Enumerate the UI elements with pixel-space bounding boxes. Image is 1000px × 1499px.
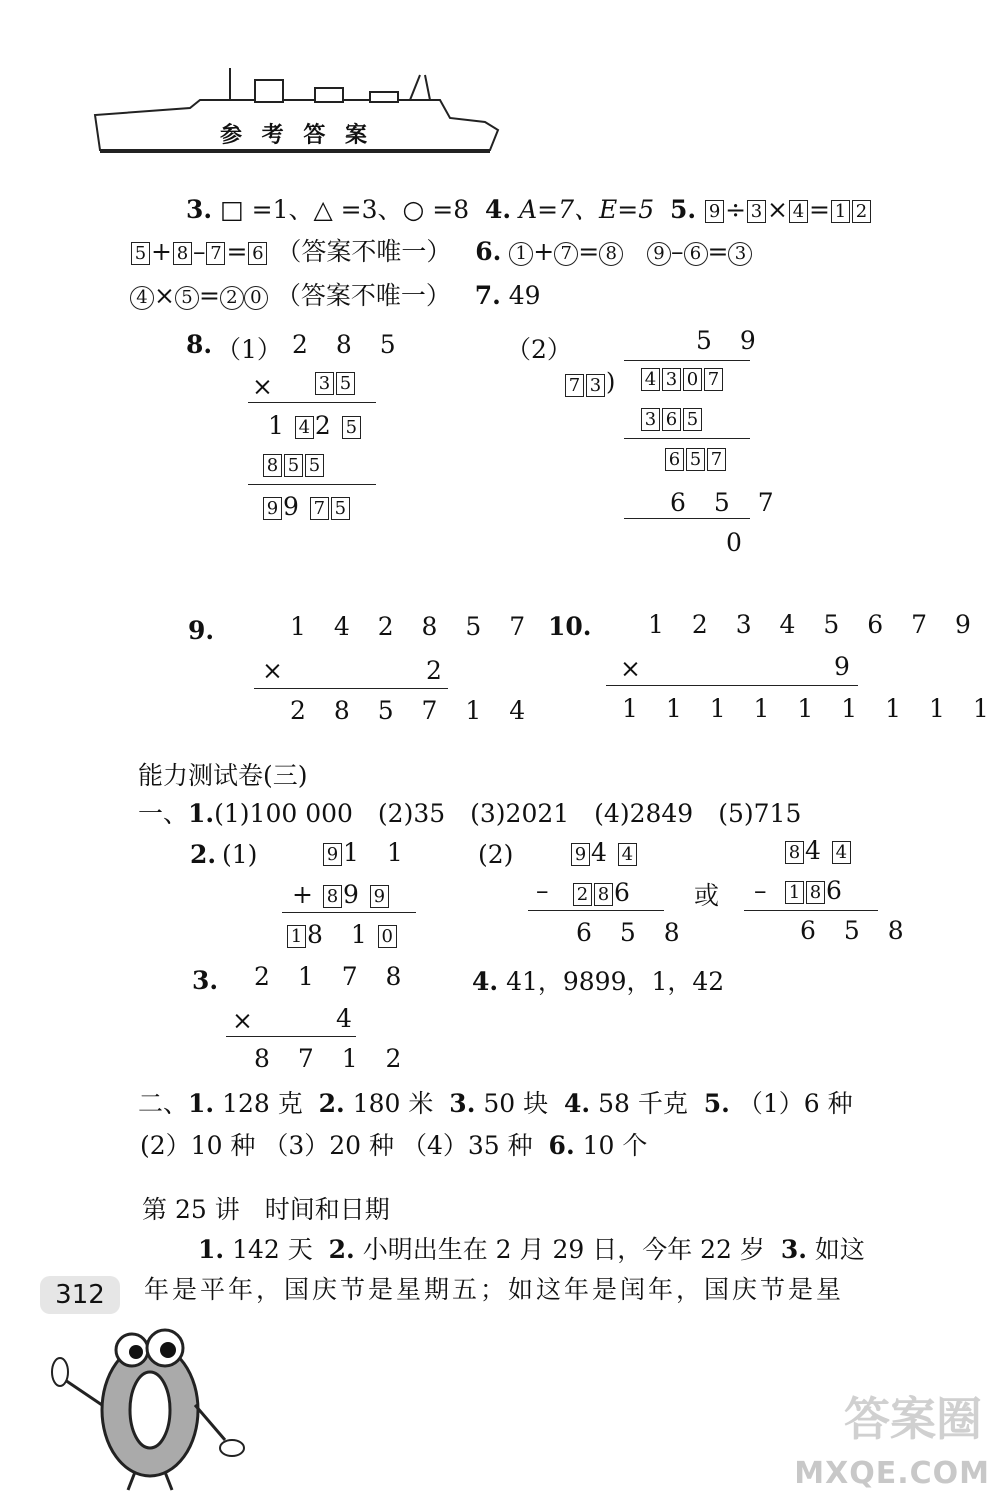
s3-q3-times: × <box>232 1006 253 1035</box>
s3-q4: 4. 41，9899，1，42 <box>472 967 725 996</box>
q6-line2 <box>130 276 541 312</box>
s3-q2-label: 2. <box>190 840 217 869</box>
q4-label: 4. <box>485 195 512 224</box>
q5-label: 5. <box>670 195 697 224</box>
q9-rule <box>254 688 448 689</box>
s3-q3-result: 8 7 1 2 <box>254 1044 412 1073</box>
s3-q3-mult: 4 <box>336 1004 352 1033</box>
s3-q2-add-sum: 1 8 1 0 <box>286 920 398 949</box>
q10-result: 1 1 1 1 1 1 1 1 1 <box>622 694 999 723</box>
lecture-line1: 1. 142 天 2. 小明出生在 2 月 29 日，今年 22 岁 3. 如这 <box>198 1235 865 1264</box>
q8-row-657-boxed: 6 5 7 <box>664 448 727 471</box>
s3-q2-alt-minus: – <box>754 876 767 905</box>
q6-equation: 1 + 7 = 8 9 – 6 = 3 <box>509 237 752 266</box>
s3-q3-top: 2 1 7 8 <box>254 962 412 991</box>
q7-value: 49 <box>508 281 541 310</box>
q9-top: 1 4 2 8 5 7 <box>290 612 536 641</box>
q5-line2 <box>130 232 752 268</box>
s3-q2-or: 或 <box>694 881 720 910</box>
s3-q2-alt-diff: 6 5 8 <box>800 916 914 945</box>
q8-rule-2 <box>248 484 376 485</box>
watermark-logo: 答案圈 <box>844 1392 982 1446</box>
q9-multiplier: 2 <box>426 656 442 685</box>
s3-q2-minus: – <box>536 876 549 905</box>
q8-partial-2: 8 5 5 <box>262 454 325 477</box>
q8-rule-3 <box>624 438 750 439</box>
q8-rule-4 <box>624 518 750 519</box>
page-number: 312 <box>40 1276 120 1314</box>
banner-title: 参 考 答 案 <box>220 122 373 148</box>
q10-top: 1 2 3 4 5 6 7 9 <box>648 610 981 639</box>
q8-product: 9 9 7 5 <box>262 492 351 521</box>
q7-label: 7. <box>474 281 501 310</box>
s3-q2-part2-label: (2) <box>478 840 514 869</box>
s3-q2-sub-bottom: 2 8 6 <box>572 878 640 907</box>
watermark-url: MXQE.COM <box>794 1456 990 1491</box>
q8-quotient: 5 9 <box>696 326 766 355</box>
q8-rule-1 <box>248 402 376 403</box>
lecture-title: 第 25 讲 时间和日期 <box>142 1195 390 1224</box>
section-title: 能力测试卷(三) <box>138 761 308 790</box>
q8-mult-top: 2 8 5 <box>292 330 406 359</box>
q3-line <box>186 190 872 226</box>
s3-q2-alt-top: 8 4 4 <box>784 836 852 865</box>
q8-divisor: 7 3 ) <box>564 368 615 397</box>
q9-result: 2 8 5 7 1 4 <box>290 696 536 725</box>
q8-part2-label: （2） <box>506 335 572 364</box>
s3-q2-add-top: 9 1 1 <box>322 838 413 867</box>
s3-q2-alt-bottom: 1 8 6 <box>784 876 852 905</box>
q8-mult-multiplier: 3 5 <box>314 372 356 395</box>
zero-mascot-illustration <box>40 1320 270 1495</box>
s3-q3-label: 3. <box>192 966 219 995</box>
q3-text: □ =1、△ =3、○ =8 <box>220 195 470 224</box>
q8-times: × <box>252 372 273 401</box>
lecture-line2: 年是平年，国庆节是星期五；如这年是闰年，国庆节是星 <box>144 1275 845 1304</box>
s3-q2-sub-diff: 6 5 8 <box>576 918 690 947</box>
q10-rule <box>606 685 858 686</box>
s3-q2-sub-top: 9 4 4 <box>570 838 638 867</box>
s3-part1-q1: 一、1.(1)100 000 (2)35 (3)2021 (4)2849 (5)715 <box>138 799 802 828</box>
q8-part1-label: （1） <box>216 335 282 364</box>
q8-row-657: 6 5 7 <box>670 488 784 517</box>
q10-label: 10. <box>548 612 592 641</box>
q6-label: 6. <box>475 237 502 266</box>
q10-multiplier: 9 <box>834 652 850 681</box>
q5-note: （答案不唯一） <box>276 237 452 266</box>
s3-q2-rule-2 <box>528 910 664 911</box>
q6-equation-2: 4 × 5 = 2 0 <box>130 281 276 310</box>
s3-part2-line2: (2）10 种 （3）20 种 （4）35 种 6. 10 个 <box>140 1131 648 1160</box>
q8-sub-1: 3 6 5 <box>640 408 703 431</box>
q8-dividend: 4 3 0 7 <box>640 368 724 391</box>
q8-division-bar <box>624 360 750 361</box>
q8-label: 8. <box>186 330 213 359</box>
q5-equation-2: 5 + 8 – 7 = 6 <box>130 237 276 266</box>
s3-part2-line1: 二、1. 128 克 2. 180 米 3. 50 块 4. 58 千克 5. （1）6 种 <box>138 1089 853 1118</box>
q8-partial-1: 1 4 2 5 <box>268 411 362 440</box>
q4-text: A=7、E=5 <box>519 195 655 224</box>
q8-remainder: 0 <box>726 528 742 557</box>
s3-q2-add-bottom: 8 9 9 <box>322 880 390 909</box>
q9-times: × <box>262 656 283 685</box>
s3-q2-part1-label: (1) <box>222 840 258 869</box>
s3-q2-rule-3 <box>744 910 878 911</box>
s3-q2-rule-1 <box>282 912 416 913</box>
q3-label: 3. <box>186 195 213 224</box>
q10-times: × <box>620 654 641 683</box>
q9-label: 9. <box>188 616 215 645</box>
s3-q3-rule <box>226 1036 356 1037</box>
q5-equation: 9 ÷ 3 × 4 = 1 2 <box>704 195 872 224</box>
q6-note: （答案不唯一） <box>275 281 451 310</box>
s3-q2-plus: + <box>292 880 313 909</box>
